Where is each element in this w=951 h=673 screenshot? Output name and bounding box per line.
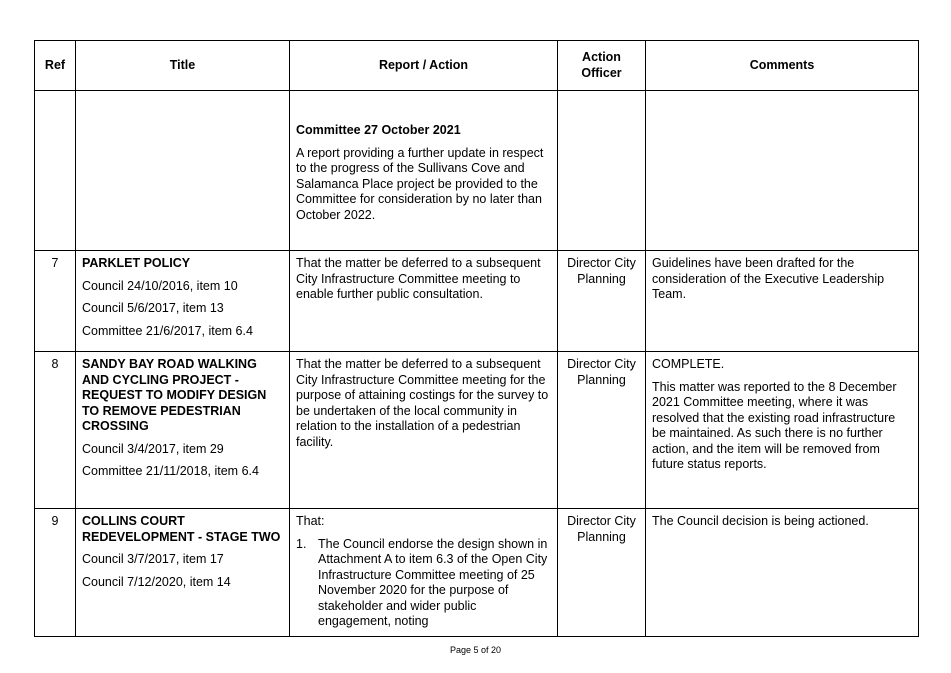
report-intro: That:: [296, 514, 325, 528]
meeting-ref: Committee 21/11/2018, item 6.4: [82, 464, 259, 478]
meeting-ref: Council 3/4/2017, item 29: [82, 441, 224, 456]
item-title: PARKLET POLICY: [82, 256, 191, 270]
report-heading: Committee 27 October 2021: [296, 123, 461, 137]
header-title: Title: [76, 41, 290, 91]
cell-officer: Director City Planning: [558, 352, 646, 509]
header-comments: Comments: [646, 41, 919, 91]
list-item: [296, 537, 551, 630]
table-row: [35, 352, 919, 509]
cell-report: That the matter be deferred to a subsequent City Infrastructure Committee meeting to enable further public consultation.: [290, 251, 558, 352]
cell-ref: 9: [35, 509, 76, 637]
list-item-text: The Council endorse the design shown in Attachment A to item 6.3 of the Open City Infrastructure Committee meeting of 25 November 2020 for the purpose of stakeholder and wider public engagement, noting: [318, 536, 548, 628]
header-ref: Ref: [35, 41, 76, 91]
cell-officer: Director City Planning: [558, 251, 646, 352]
table-header-row: [35, 41, 919, 91]
status-badge: COMPLETE.: [652, 357, 725, 371]
meeting-ref: Council 3/7/2017, item 17: [82, 552, 224, 566]
page-number: Page 5 of 20: [449, 645, 502, 655]
cell-report: [290, 91, 558, 251]
status-report-table: [34, 40, 919, 637]
cell-officer: [558, 91, 646, 251]
cell-title: [76, 509, 290, 637]
cell-title: [76, 251, 290, 352]
comment-text: This matter was reported to the 8 December 2021 Committee meeting, where it was resolved that the existing road infrastructure be maintained. As such there is no further action, and the item will be removed from future status reports.: [652, 379, 897, 471]
cell-report: That the matter be deferred to a subsequent City Infrastructure Committee meeting for the purpose of attaining costings for the survey to be undertaken of the local community in relation to the installation of a pedestrian facility.: [290, 352, 558, 509]
table-row: [35, 509, 919, 637]
report-text: A report providing a further update in respect to the progress of the Sullivans Cove and Salamanca Place project be provided to the Committee for consideration by no later than October 2022.: [296, 145, 544, 222]
cell-comments: [646, 91, 919, 251]
meeting-ref: Council 7/12/2020, item 14: [82, 574, 231, 589]
cell-ref: [35, 91, 76, 251]
cell-title: [76, 91, 290, 251]
item-title: SANDY BAY ROAD WALKING AND CYCLING PROJECT - REQUEST TO MODIFY DESIGN TO REMOVE PEDESTRIAN CROSSING: [82, 357, 267, 433]
meeting-ref: Council 24/10/2016, item 10: [82, 278, 238, 293]
cell-comments: Guidelines have been drafted for the consideration of the Executive Leadership Team.: [646, 251, 919, 352]
cell-title: [76, 352, 290, 509]
cell-comments: [646, 352, 919, 509]
cell-ref: 7: [35, 251, 76, 352]
cell-officer: Director City Planning: [558, 509, 646, 637]
cell-comments: The Council decision is being actioned.: [646, 509, 919, 637]
header-action-officer: Action Officer: [558, 41, 646, 91]
cell-ref: 8: [35, 352, 76, 509]
header-report-action: Report / Action: [290, 41, 558, 91]
meeting-ref: Council 5/6/2017, item 13: [82, 301, 224, 315]
item-title: COLLINS COURT REDEVELOPMENT - STAGE TWO: [82, 514, 281, 544]
meeting-ref: Committee 21/6/2017, item 6.4: [82, 323, 253, 338]
list-item-number: 1.: [296, 536, 307, 551]
cell-report: [290, 509, 558, 637]
table-row: [35, 91, 919, 251]
table-row: [35, 251, 919, 352]
